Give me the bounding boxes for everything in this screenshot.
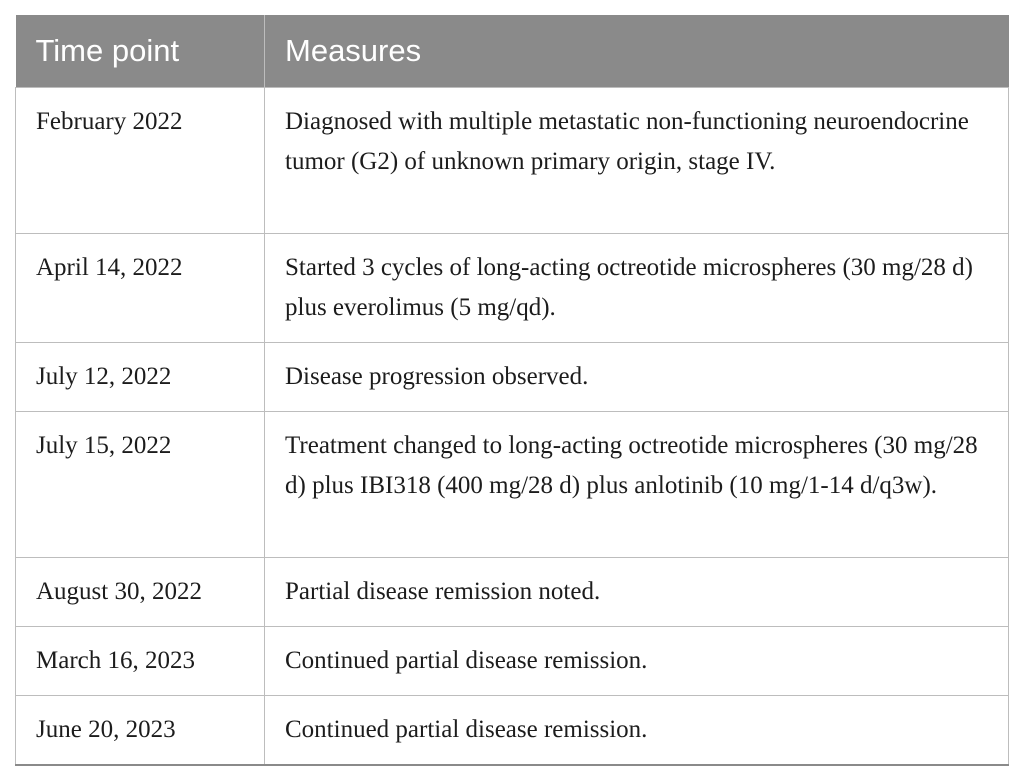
table-row: [16, 88, 1009, 234]
time-point-cell: March 16, 2023: [16, 627, 265, 696]
header-row: [16, 15, 1009, 88]
measure-cell: Continued partial disease remission.: [265, 627, 1009, 696]
column-header-measures: Measures: [265, 15, 1009, 88]
time-point-cell: February 2022: [16, 88, 265, 234]
measure-cell: Continued partial disease remission.: [265, 696, 1009, 766]
table-row: [16, 627, 1009, 696]
treatment-timeline-table: [15, 15, 1009, 766]
measure-cell: Diagnosed with multiple metastatic non-functioning neuroendocrine tumor (G2) of unknown primary origin, stage IV.: [265, 88, 1009, 234]
time-point-cell: June 20, 2023: [16, 696, 265, 766]
measure-cell: Disease progression observed.: [265, 343, 1009, 412]
measure-cell: Partial disease remission noted.: [265, 558, 1009, 627]
table-row: [16, 696, 1009, 766]
table-row: [16, 412, 1009, 558]
timeline-table-container: [15, 15, 1008, 766]
table-row: [16, 234, 1009, 343]
time-point-cell: July 15, 2022: [16, 412, 265, 558]
table-row: [16, 343, 1009, 412]
table-body: [16, 88, 1009, 766]
time-point-cell: April 14, 2022: [16, 234, 265, 343]
column-header-time-point: Time point: [16, 15, 265, 88]
table-row: [16, 558, 1009, 627]
measure-cell: Started 3 cycles of long-acting octreotide microspheres (30 mg/28 d) plus everolimus (5 mg/qd).: [265, 234, 1009, 343]
measure-cell: Treatment changed to long-acting octreotide microspheres (30 mg/28 d) plus IBI318 (400 mg/28 d) plus anlotinib (10 mg/1-14 d/q3w).: [265, 412, 1009, 558]
time-point-cell: August 30, 2022: [16, 558, 265, 627]
table-header: [16, 15, 1009, 88]
time-point-cell: July 12, 2022: [16, 343, 265, 412]
